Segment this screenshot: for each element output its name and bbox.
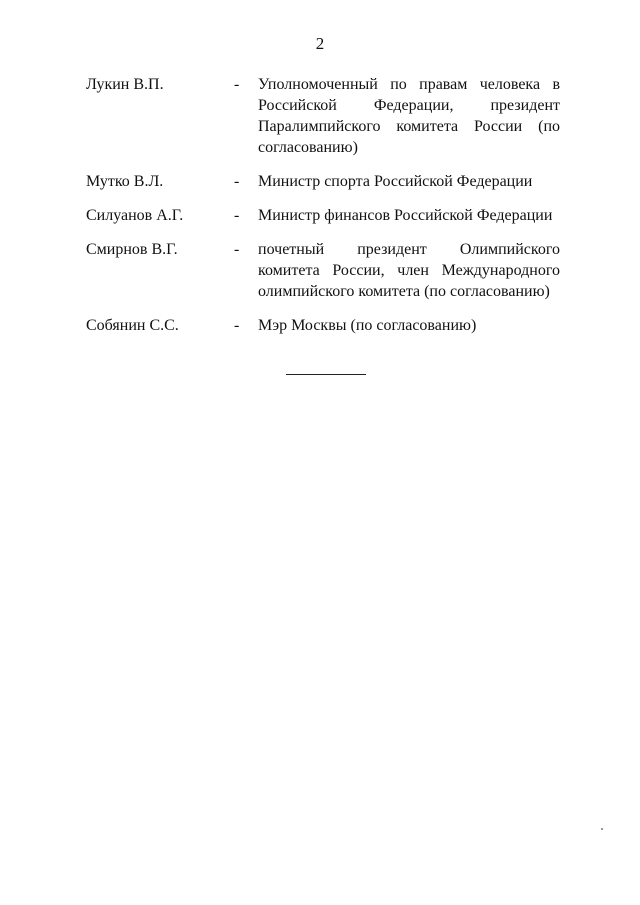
page-number: 2 [315,34,325,53]
list-item [86,74,566,158]
list-item [86,239,566,302]
member-position: почетный президент Олимпийского комитета России, член Международного олимпийского комитета (по согласованию) [258,241,560,300]
closing-divider [286,374,366,375]
member-position: Уполномоченный по правам человека в Российской Федерации, президент Паралимпийского комитета России (по согласованию) [258,76,560,156]
member-name: Мутко В.Л. [86,173,164,190]
member-name: Смирнов В.Г. [86,241,178,258]
dash-separator: - [234,241,240,258]
member-position: Министр спорта Российской Федерации [258,173,533,190]
dash-separator: - [234,317,240,334]
list-item [86,315,566,336]
member-list [86,74,566,349]
list-item [86,205,566,226]
dash-separator: - [234,76,240,93]
member-name: Собянин С.С. [86,317,179,334]
dash-separator: - [234,173,240,190]
member-position: Мэр Москвы (по согласованию) [258,317,477,334]
member-position: Министр финансов Российской Федерации [258,207,553,224]
member-name: Силуанов А.Г. [86,207,184,224]
dash-separator: - [234,207,240,224]
scan-speck [601,828,603,830]
member-name: Лукин В.П. [86,76,164,93]
list-item [86,171,566,192]
